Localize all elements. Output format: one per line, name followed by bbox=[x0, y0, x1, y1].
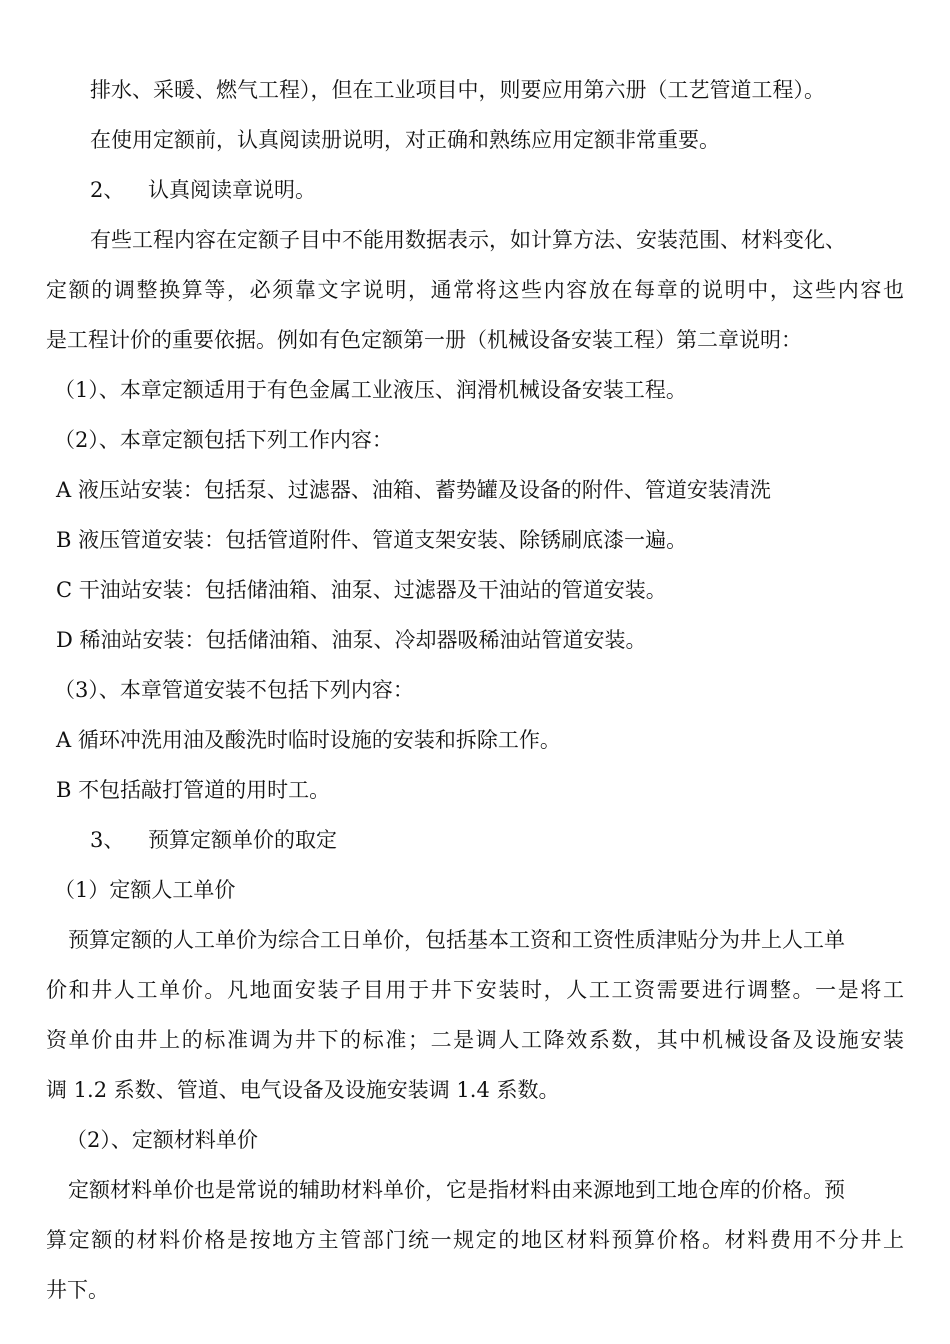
paragraph-line-1: 有些工程内容在定额子目中不能用数据表示，如计算方法、安装范围、材料变化、 bbox=[90, 228, 846, 252]
subsection-heading-1: （1）定额人工单价 bbox=[54, 878, 236, 902]
paragraph-3-line-2: 算定额的材料价格是按地方主管部门统一规定的地区材料预算价格。材料费用不分井上 bbox=[46, 1228, 904, 1252]
paragraph-3-line-1: 定额材料单价也是常说的辅助材料单价，它是指材料由来源地到工地仓库的价格。预 bbox=[68, 1178, 845, 1202]
paragraph-2-line-1: 预算定额的人工单价为综合工日单价，包括基本工资和工资性质津贴分为井上人工单 bbox=[68, 928, 845, 952]
paragraph-3-line-3: 井下。 bbox=[46, 1278, 109, 1302]
text-line-1: 排水、采暖、燃气工程），但在工业项目中，则要应用第六册（工艺管道工程）。 bbox=[90, 78, 825, 102]
list-item-1: （1）、本章定额适用于有色金属工业液压、润滑机械设备安装工程。 bbox=[54, 378, 687, 402]
paragraph-line-2: 定额的调整换算等，必须靠文字说明，通常将这些内容放在每章的说明中，这些内容也 bbox=[46, 278, 904, 302]
section-heading-2: 认真阅读章说明。 bbox=[148, 178, 316, 202]
list-subitem-b: B 液压管道安装：包括管道附件、管道支架安装、除锈刷底漆一遍。 bbox=[56, 528, 688, 552]
paragraph-2-line-4: 调 1.2 系数、管道、电气设备及设施安装调 1.4 系数。 bbox=[46, 1078, 560, 1102]
list-item-3: （3）、本章管道安装不包括下列内容： bbox=[54, 678, 414, 702]
paragraph-line-3: 是工程计价的重要依据。例如有色定额第一册（机械设备安装工程）第二章说明： bbox=[46, 328, 802, 352]
list-item-2: （2）、本章定额包括下列工作内容： bbox=[54, 428, 393, 452]
list-subitem-b-2: B 不包括敲打管道的用时工。 bbox=[56, 778, 331, 802]
subsection-heading-2: （2）、定额材料单价 bbox=[66, 1128, 258, 1152]
list-subitem-d: D 稀油站安装：包括储油箱、油泵、冷却器吸稀油站管道安装。 bbox=[56, 628, 647, 652]
paragraph-2-line-2: 价和井人工单价。凡地面安装子目用于井下安装时，人工工资需要进行调整。一是将工 bbox=[46, 978, 904, 1002]
section-number-2: 2、 bbox=[90, 178, 125, 202]
paragraph-2-line-3: 资单价由井上的标准调为井下的标准；二是调人工降效系数，其中机械设备及设施安装 bbox=[46, 1028, 904, 1052]
list-subitem-a-2: A 循环冲洗用油及酸洗时临时设施的安装和拆除工作。 bbox=[56, 728, 561, 752]
list-subitem-a: A 液压站安装：包括泵、过滤器、油箱、蓄势罐及设备的附件、管道安装清洗 bbox=[56, 478, 771, 502]
text-line-2: 在使用定额前，认真阅读册说明，对正确和熟练应用定额非常重要。 bbox=[90, 128, 720, 152]
list-subitem-c: C 干油站安装：包括储油箱、油泵、过滤器及干油站的管道安装。 bbox=[56, 578, 667, 602]
section-heading-3: 预算定额单价的取定 bbox=[148, 828, 337, 852]
section-number-3: 3、 bbox=[90, 828, 125, 852]
